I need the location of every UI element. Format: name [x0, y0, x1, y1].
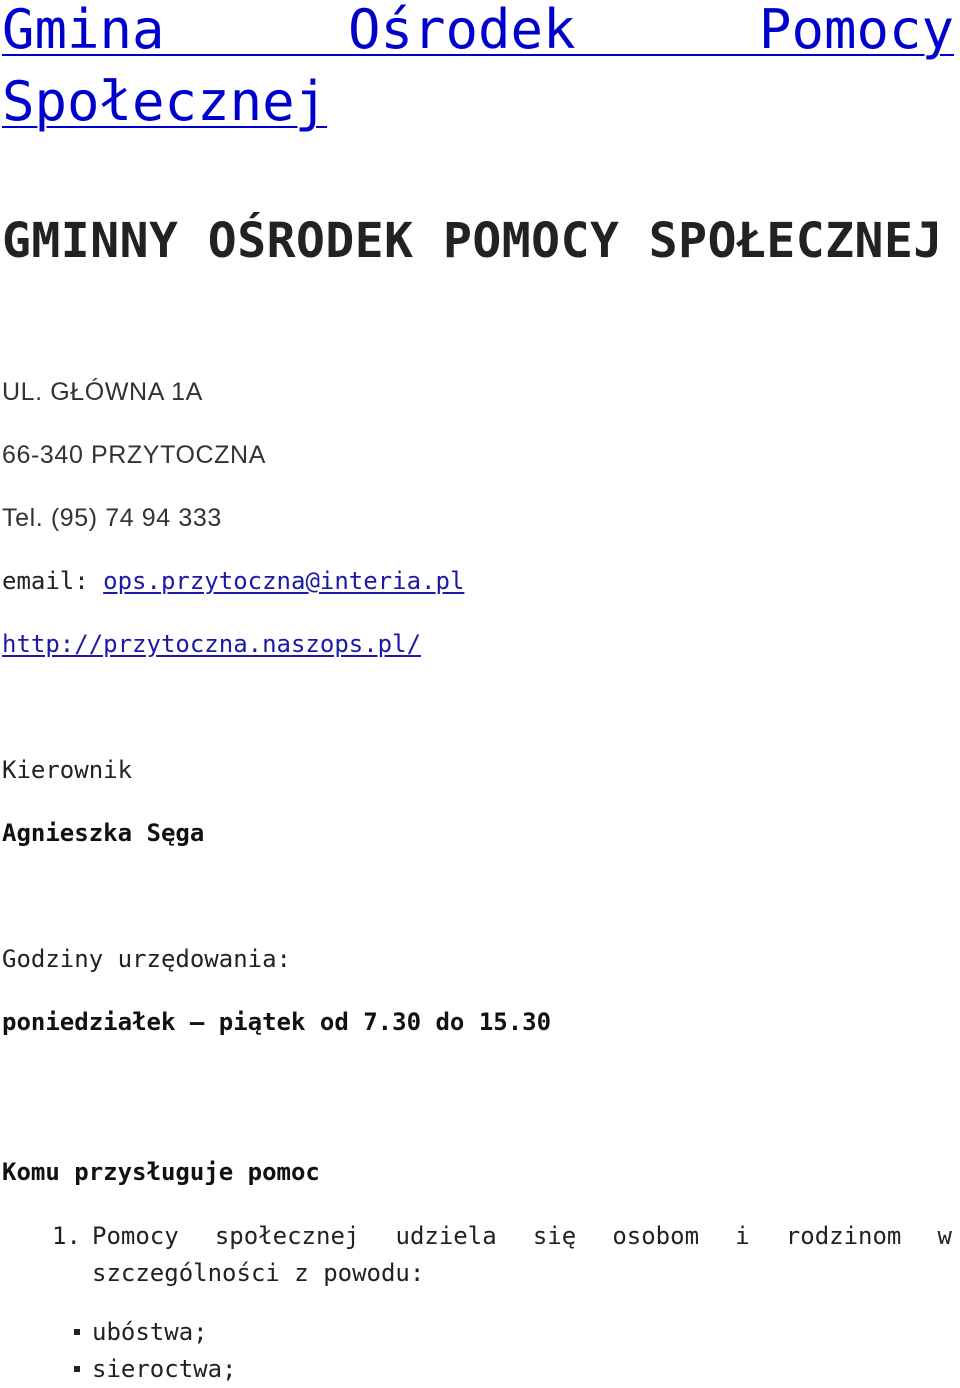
email-label: email: [2, 567, 89, 595]
square-bullet-icon [74, 1329, 80, 1335]
email-line [2, 566, 464, 596]
site-title [2, 0, 954, 138]
website-line [2, 629, 421, 659]
site-title-link[interactable]: Gmina Ośrodek Pomocy Społecznej [2, 0, 954, 133]
list-item [0, 1351, 237, 1388]
website-link[interactable]: http://przytoczna.naszops.pl/ [2, 630, 422, 658]
list-item [0, 1314, 237, 1351]
eligibility-numbered-list [0, 1218, 952, 1292]
list-item-number: 1. [52, 1222, 81, 1250]
organization-heading: GMINNY OŚRODEK POMOCY SPOŁECZNEJ [2, 213, 943, 269]
address-city: 66-340 PRZYTOCZNA [2, 441, 266, 469]
square-bullet-icon [74, 1366, 80, 1372]
list-item-text: ubóstwa; [92, 1318, 208, 1346]
office-hours-value: poniedziałek – piątek od 7.30 do 15.30 [2, 1008, 552, 1036]
email-link[interactable]: ops.przytoczna@interia.pl [103, 567, 465, 595]
eligibility-heading: Komu przysługuje pomoc [2, 1158, 320, 1186]
list-item [0, 1218, 952, 1292]
reasons-list [0, 1314, 237, 1388]
list-item-text: sieroctwa; [92, 1355, 237, 1383]
manager-label: Kierownik [2, 756, 133, 784]
address-street: UL. GŁÓWNA 1A [2, 378, 203, 406]
manager-name: Agnieszka Sęga [2, 819, 205, 847]
phone-number: Tel. (95) 74 94 333 [2, 504, 222, 532]
office-hours-label: Godziny urzędowania: [2, 945, 291, 973]
list-item-text: Pomocy społecznej udziela się osobom i rodzinom w szczególności z powodu: [92, 1222, 952, 1287]
